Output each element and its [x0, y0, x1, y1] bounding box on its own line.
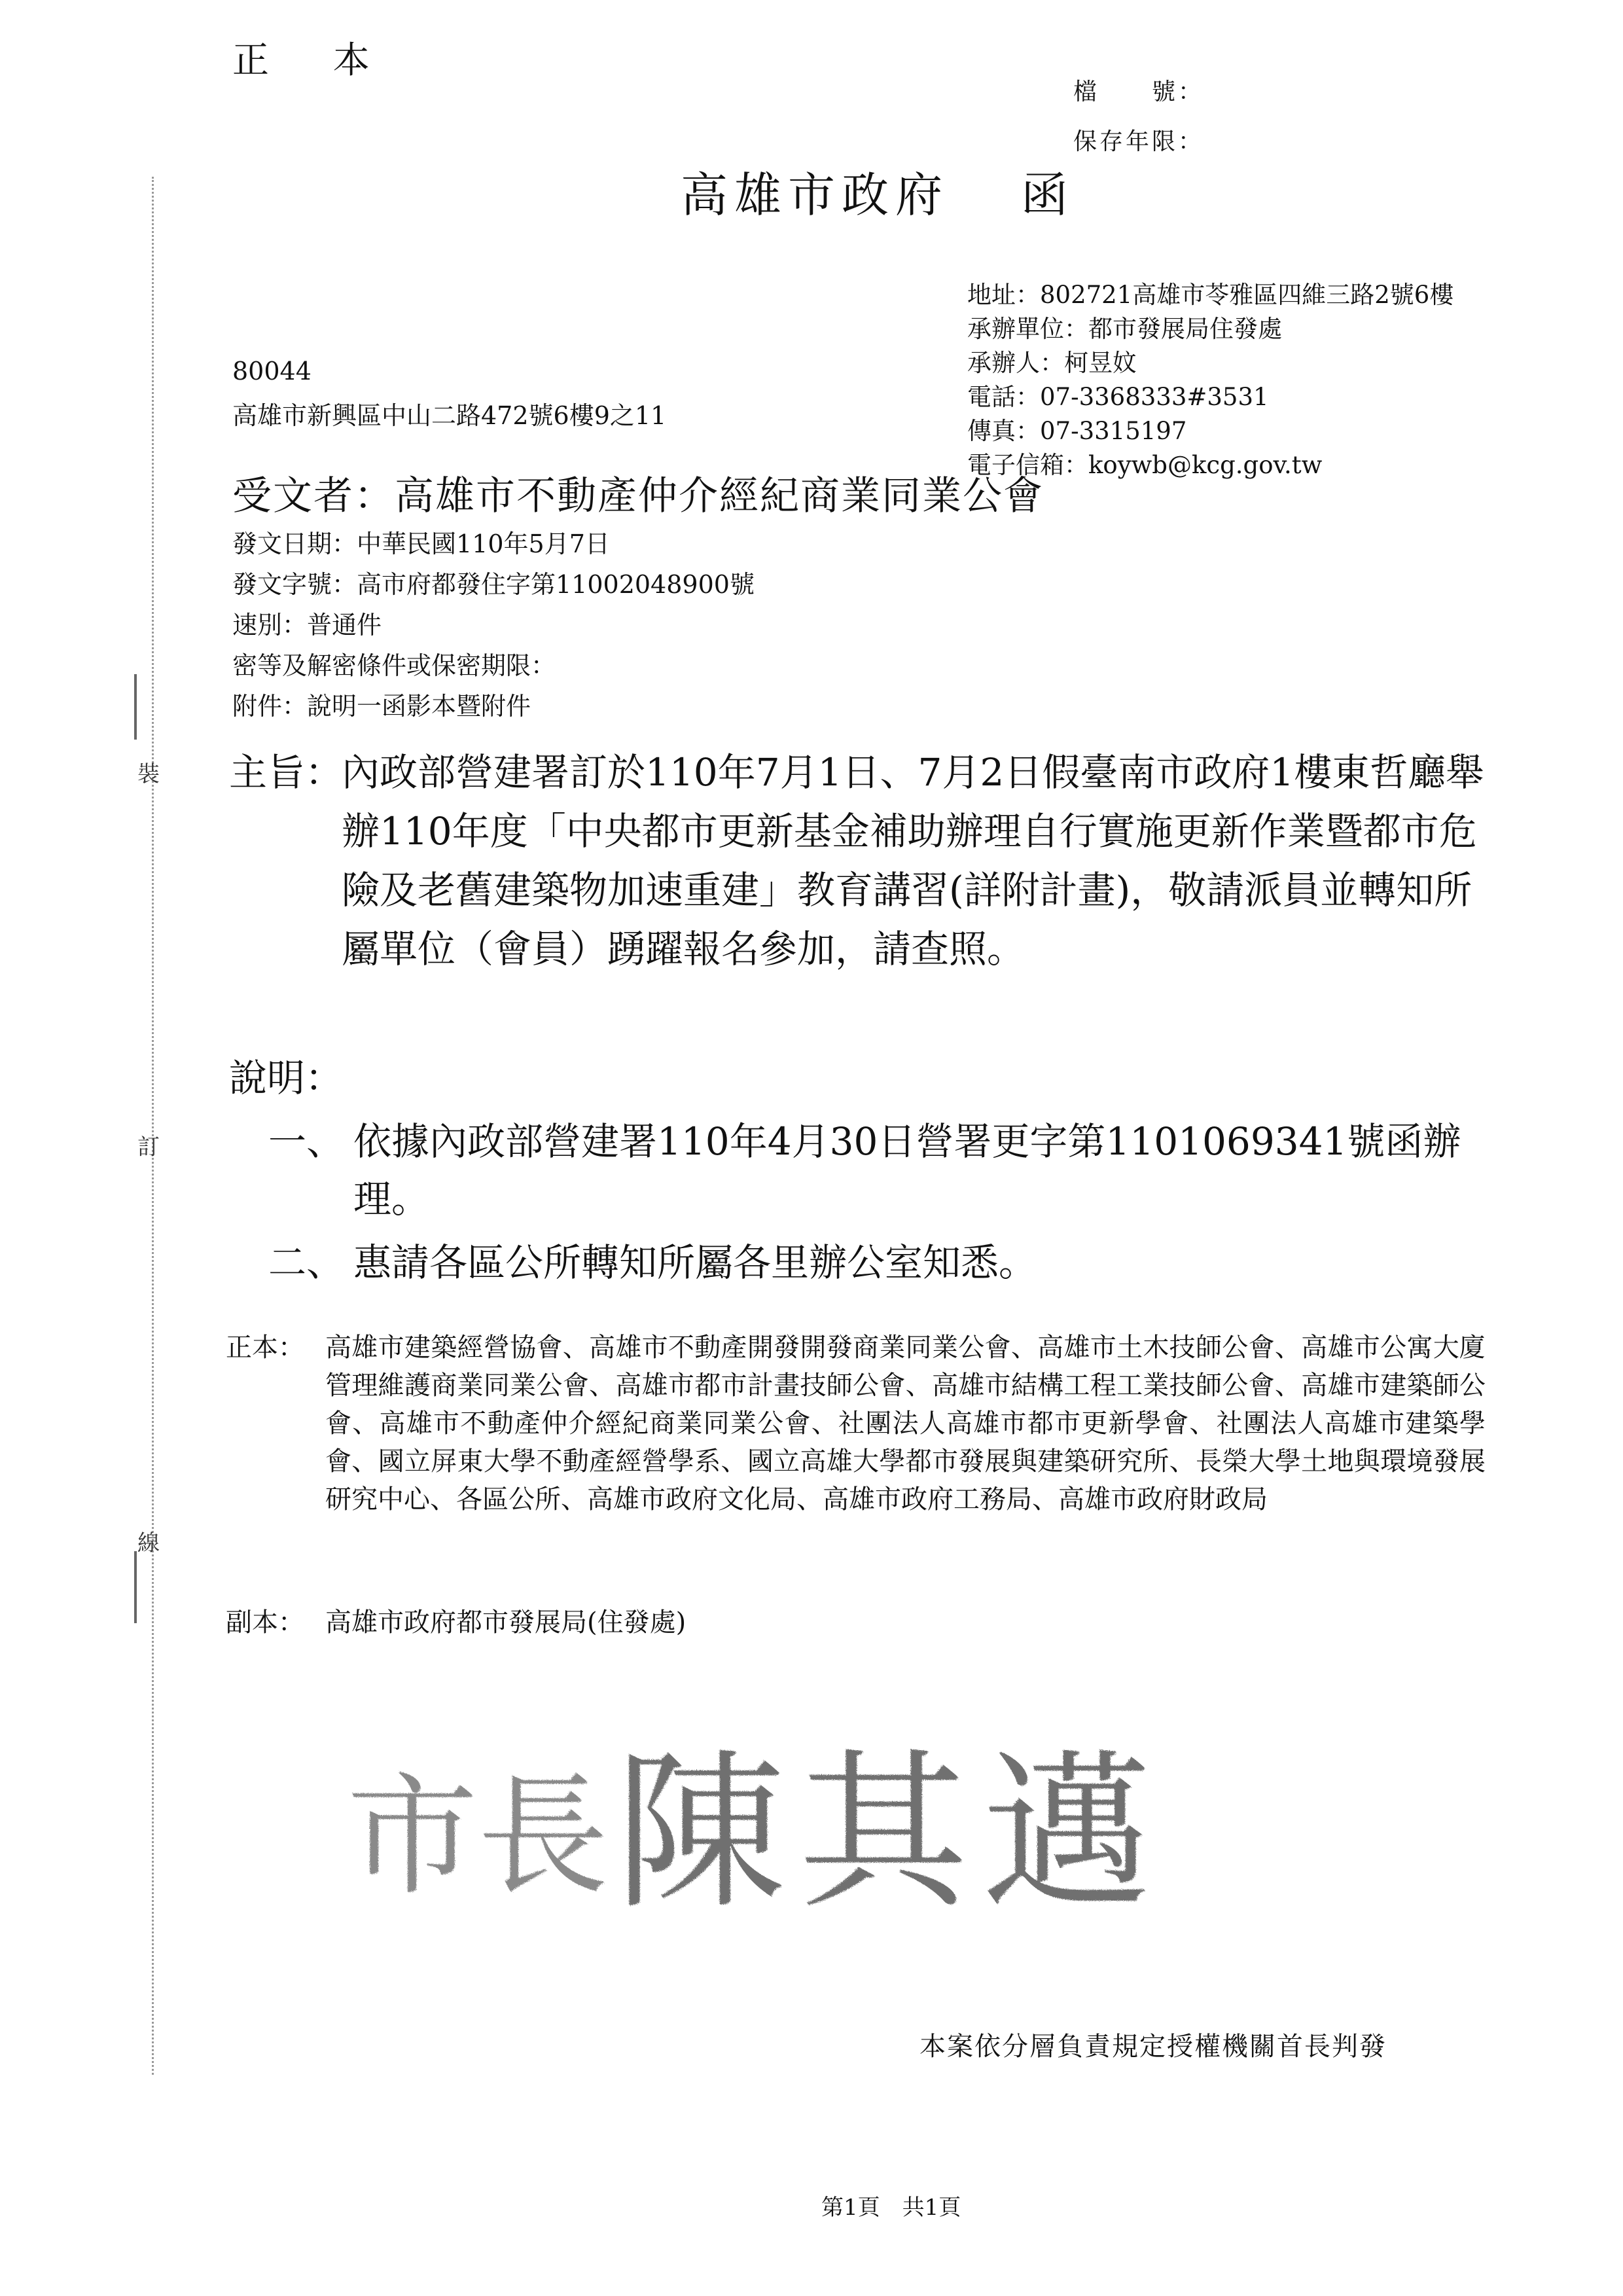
cc-text: 高雄市政府都市發展局(住發處) [325, 1607, 687, 1638]
retention-label: 保存年限： [1073, 128, 1205, 155]
distribution-text: 高雄市建築經營協會、高雄市不動產開發開發商業同業公會、高雄市土木技師公會、高雄市公寓大廈管理維護商業同業公會、高雄市都市計畫技師公會、高雄市結構工程工業技師公會、高雄市建築師公會、高雄市不動產仲介經紀商業同業公會、社團法人高雄市都市更新學會、社團法人高雄市建築學會、國立屏東大學不動產經營學系、國立高雄大學都市發展與建築研究所、長榮大學土地與環境發展研究中心、各區公所、高雄市政府文化局、高雄市政府工務局、高雄市政府財政局 [325, 1333, 1486, 1515]
subject [229, 743, 1492, 978]
attachment: 附件：說明一函影本暨附件 [232, 692, 531, 721]
binding-mark: 線 [137, 1530, 160, 1556]
document-title [681, 157, 1075, 225]
contact-address: 地址：802721高雄市苓雅區四維三路2號6樓 [967, 281, 1454, 309]
copy-mark: 正 本 [232, 39, 396, 82]
page-number: 第1頁 共1頁 [821, 2195, 961, 2221]
contact-handler: 承辦人：柯昱妏 [967, 349, 1137, 377]
title-org: 高雄市政府 [681, 168, 950, 223]
speed: 速別：普通件 [232, 611, 382, 639]
signature-title: 市長 [347, 1761, 609, 1913]
explanation-item [268, 1234, 1492, 1291]
secrecy: 密等及解密條件或保密期限： [232, 651, 556, 680]
contact-fax: 傳真：07-3315197 [967, 417, 1187, 445]
contact-unit: 承辦單位：都市發展局住發處 [967, 315, 1282, 343]
binding-tick [134, 1551, 137, 1623]
subject-label: 主旨： [229, 750, 344, 795]
receiver-address: 高雄市新興區中山二路472號6樓9之11 [232, 401, 667, 430]
explanation-item-text: 惠請各區公所轉知所屬各里辦公室知悉。 [353, 1240, 1037, 1285]
title-type: 函 [1021, 168, 1075, 223]
binding-tick [134, 674, 137, 740]
signature-name: 陳其邁 [615, 1734, 1165, 1932]
send-date: 發文日期：中華民國110年5月7日 [232, 529, 610, 558]
binding-mark: 裝 [137, 761, 160, 787]
distribution-label: 正本： [226, 1333, 304, 1363]
explanation-label: 說明： [229, 1056, 344, 1100]
send-number: 發文字號：高市府都發住字第11002048900號 [232, 570, 755, 599]
explanation-item-number: 一、 [268, 1119, 345, 1164]
explanation-item-number: 二、 [268, 1240, 345, 1285]
binding-mark: 訂 [137, 1134, 160, 1160]
carbon-copy [226, 1604, 1486, 1641]
recipient: 受文者：高雄市不動產仲介經紀商業同業公會 [232, 473, 1044, 519]
binding-line [152, 177, 154, 2075]
explanation-item-text: 依據內政部營建署110年4月30日營署更字第1101069341號函辦理。 [353, 1119, 1461, 1221]
mayor-signature [334, 1728, 1250, 1937]
contact-phone: 電話：07-3368333#3531 [967, 383, 1269, 411]
explanation-item [268, 1113, 1492, 1228]
subject-text: 內政部營建署訂於110年7月1日、7月2日假臺南市政府1樓東哲廳舉辦110年度「中央都市更新基金補助辦理自行實施更新作業暨都市危險及老舊建築物加速重建」教育講習(詳附計畫)，敬請派員並轉知所屬單位（會員）踴躍報名參加，請查照。 [342, 750, 1484, 971]
authorization-note: 本案依分層負責規定授權機關首長判發 [919, 2032, 1387, 2062]
cc-label: 副本： [226, 1607, 304, 1638]
contact-email: 電子信箱：koywb@kcg.gov.tw [967, 451, 1323, 479]
receiver-zip: 80044 [232, 357, 312, 386]
file-number-label: 檔 號： [1073, 79, 1205, 105]
distribution [226, 1329, 1486, 1518]
